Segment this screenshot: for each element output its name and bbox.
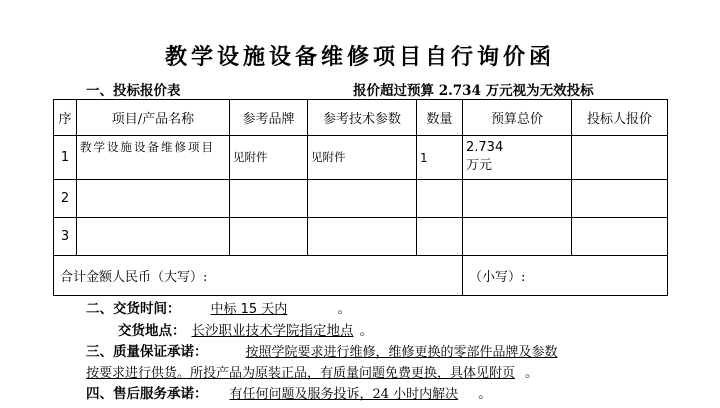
delivery-place-end: 。	[359, 323, 373, 339]
total-amount-lowercase-label: （小写）:	[463, 256, 668, 296]
table-row	[54, 180, 668, 218]
quality-line-1	[86, 340, 558, 360]
row-bid[interactable]	[572, 180, 668, 218]
quote-table	[53, 99, 668, 296]
row-budget	[463, 136, 572, 180]
col-header-params: 参考技术参数	[308, 100, 417, 136]
col-header-brand: 参考品牌	[230, 100, 308, 136]
row-no: 1	[54, 136, 77, 180]
quality-end: 。	[525, 365, 539, 381]
row-qty	[417, 180, 463, 218]
col-header-bid: 投标人报价	[572, 100, 668, 136]
row-no: 2	[54, 180, 77, 218]
table-total-row	[54, 256, 668, 296]
table-header-row	[54, 100, 668, 136]
row-brand	[230, 218, 308, 256]
aftersale-label: 四、售后服务承诺：	[86, 386, 208, 402]
delivery-time-value: 中标 15 天内	[210, 302, 288, 317]
row-params: 见附件	[308, 136, 417, 180]
table-row	[54, 218, 668, 256]
row-params	[308, 180, 417, 218]
delivery-place-value: 长沙职业技术学院指定地点	[191, 323, 354, 339]
row-no: 3	[54, 218, 77, 256]
aftersale-line	[86, 382, 492, 402]
delivery-time-line	[86, 297, 351, 317]
row-name	[77, 218, 230, 256]
row-brand	[230, 180, 308, 218]
page-title: 教学设施设备维修项目自行询价函	[164, 44, 555, 70]
col-header-no: 序	[54, 100, 77, 136]
delivery-place-label: 交货地点：	[118, 323, 186, 339]
row-bid[interactable]	[572, 218, 668, 256]
delivery-time-end: 。	[337, 301, 351, 317]
row-brand: 见附件	[230, 136, 308, 180]
row-budget-unit: 万元	[466, 158, 493, 173]
row-bid[interactable]	[572, 136, 668, 180]
row-params	[308, 218, 417, 256]
row-budget	[463, 218, 572, 256]
budget-notice: 报价超过预算 2.734 万元视为无效投标	[353, 83, 594, 99]
table-row	[54, 136, 668, 180]
delivery-place-line	[118, 319, 373, 339]
aftersale-value: 有任何问题及服务投诉，24 小时内解决	[229, 387, 459, 402]
col-header-qty: 数量	[417, 100, 463, 136]
total-amount-uppercase-label: 合计金额人民币（大写）:	[54, 256, 463, 296]
quality-label: 三、质量保证承诺：	[86, 344, 208, 360]
aftersale-end: 。	[478, 386, 492, 402]
row-qty: 1	[417, 136, 463, 180]
row-qty	[417, 218, 463, 256]
row-name: 教学设施设备维修项目	[77, 136, 230, 180]
quality-line-2	[86, 361, 539, 381]
row-budget-number: 2.734	[466, 140, 504, 155]
quality-text-2: 按要求进行供货。所投产品为原装正品，有质量问题免费更换，具体见附页	[86, 366, 516, 381]
col-header-name: 项目/产品名称	[77, 100, 230, 136]
section-bid-quote-heading: 一、投标报价表	[86, 83, 181, 99]
quality-text-1: 按照学院要求进行维修，维修更换的零部件品牌及参数	[245, 345, 558, 360]
delivery-time-label: 二、交货时间：	[86, 301, 181, 317]
row-name	[77, 180, 230, 218]
col-header-budget: 预算总价	[463, 100, 572, 136]
row-budget	[463, 180, 572, 218]
